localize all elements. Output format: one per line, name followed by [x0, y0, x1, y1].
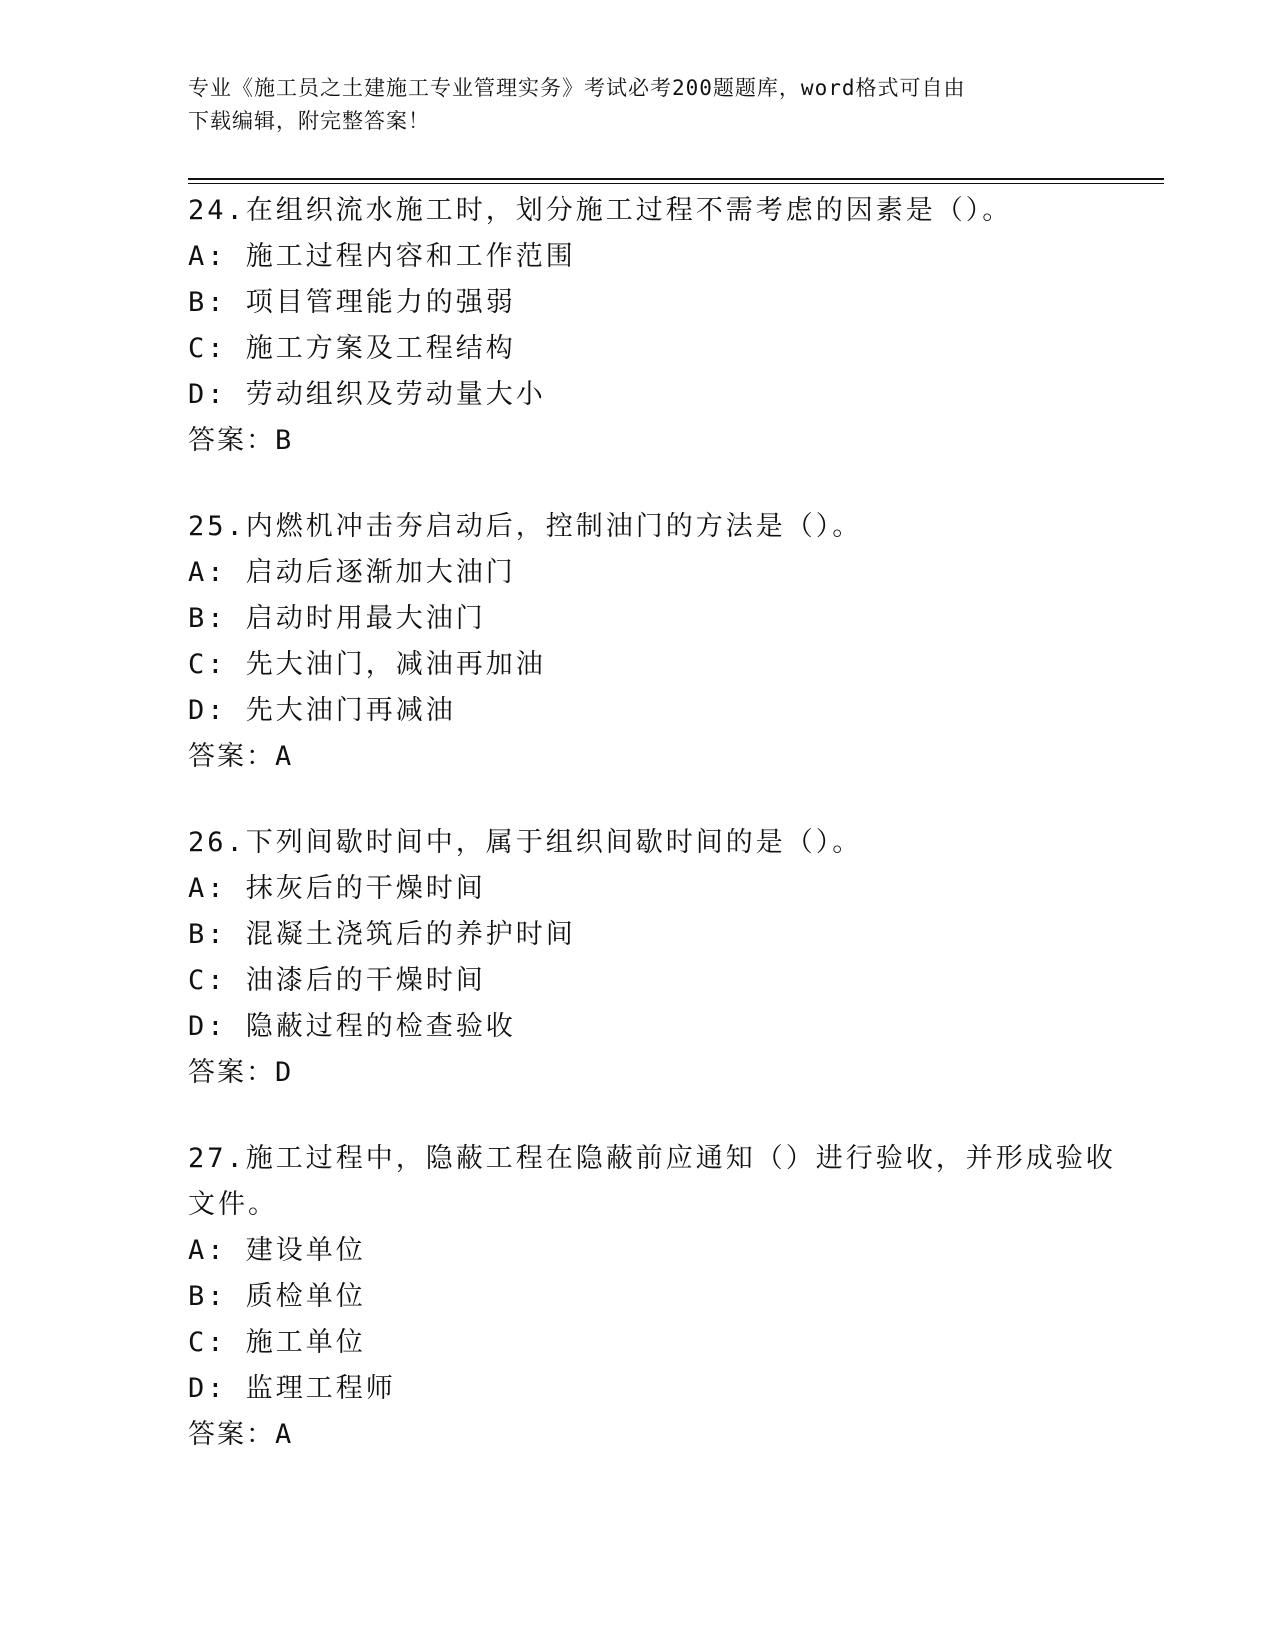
question-stem	[188, 188, 1088, 234]
question-list	[188, 188, 1116, 1498]
option-a: A: 施工过程内容和工作范围	[188, 241, 576, 272]
header-divider-thick	[188, 178, 1164, 180]
header-line-1: 专业《施工员之土建施工专业管理实务》考试必考200题题库，word格式可自由	[188, 76, 966, 100]
option-a: A: 建设单位	[188, 1235, 366, 1266]
option-c: C: 先大油门，减油再加油	[188, 649, 546, 680]
answer-line	[188, 734, 1088, 780]
option-d: D: 监理工程师	[188, 1373, 396, 1404]
question-24	[188, 188, 1088, 464]
question-text: 内燃机冲击夯启动后，控制油门的方法是（）。	[245, 511, 863, 542]
answer-label: 答案：	[188, 741, 275, 772]
document-header	[188, 72, 1068, 138]
option-a: A: 抹灰后的干燥时间	[188, 873, 486, 904]
answer-label: 答案：	[188, 1057, 275, 1088]
answer-value: D	[275, 1057, 294, 1088]
answer-line	[188, 1050, 1088, 1096]
option-c: C: 施工单位	[188, 1327, 366, 1358]
question-number: 27.	[188, 1143, 246, 1174]
option-b: B: 混凝土浇筑后的养护时间	[188, 919, 576, 950]
option-d: D: 劳动组织及劳动量大小	[188, 379, 546, 410]
question-stem	[188, 820, 1088, 866]
option-d: D: 先大油门再减油	[188, 695, 456, 726]
question-text: 下列间歇时间中，属于组织间歇时间的是（）。	[245, 827, 863, 858]
answer-line	[188, 1412, 1088, 1458]
header-line-2: 下载编辑，附完整答案！	[188, 109, 430, 133]
option-c: C: 油漆后的干燥时间	[188, 965, 486, 996]
option-b: B: 项目管理能力的强弱	[188, 287, 516, 318]
question-27	[188, 1136, 1116, 1458]
question-text-continued: 文件。	[188, 1189, 278, 1220]
answer-value: B	[275, 425, 294, 456]
question-25	[188, 504, 1088, 780]
question-number: 24.	[188, 195, 246, 226]
question-number: 25.	[188, 511, 246, 542]
header-divider-thin	[188, 183, 1164, 184]
answer-value: A	[275, 1419, 294, 1450]
question-text: 在组织流水施工时，划分施工过程不需考虑的因素是（）。	[245, 195, 1013, 226]
question-number: 26.	[188, 827, 246, 858]
question-stem	[188, 1136, 1116, 1182]
option-d: D: 隐蔽过程的检查验收	[188, 1011, 516, 1042]
option-b: B: 质检单位	[188, 1281, 366, 1312]
question-text: 施工过程中，隐蔽工程在隐蔽前应通知（）进行验收，并形成验收	[245, 1143, 1116, 1174]
option-a: A: 启动后逐渐加大油门	[188, 557, 516, 588]
answer-label: 答案：	[188, 1419, 275, 1450]
answer-value: A	[275, 741, 294, 772]
question-26	[188, 820, 1088, 1096]
option-c: C: 施工方案及工程结构	[188, 333, 516, 364]
answer-label: 答案：	[188, 425, 275, 456]
option-b: B: 启动时用最大油门	[188, 603, 486, 634]
question-stem	[188, 504, 1088, 550]
answer-line	[188, 418, 1088, 464]
